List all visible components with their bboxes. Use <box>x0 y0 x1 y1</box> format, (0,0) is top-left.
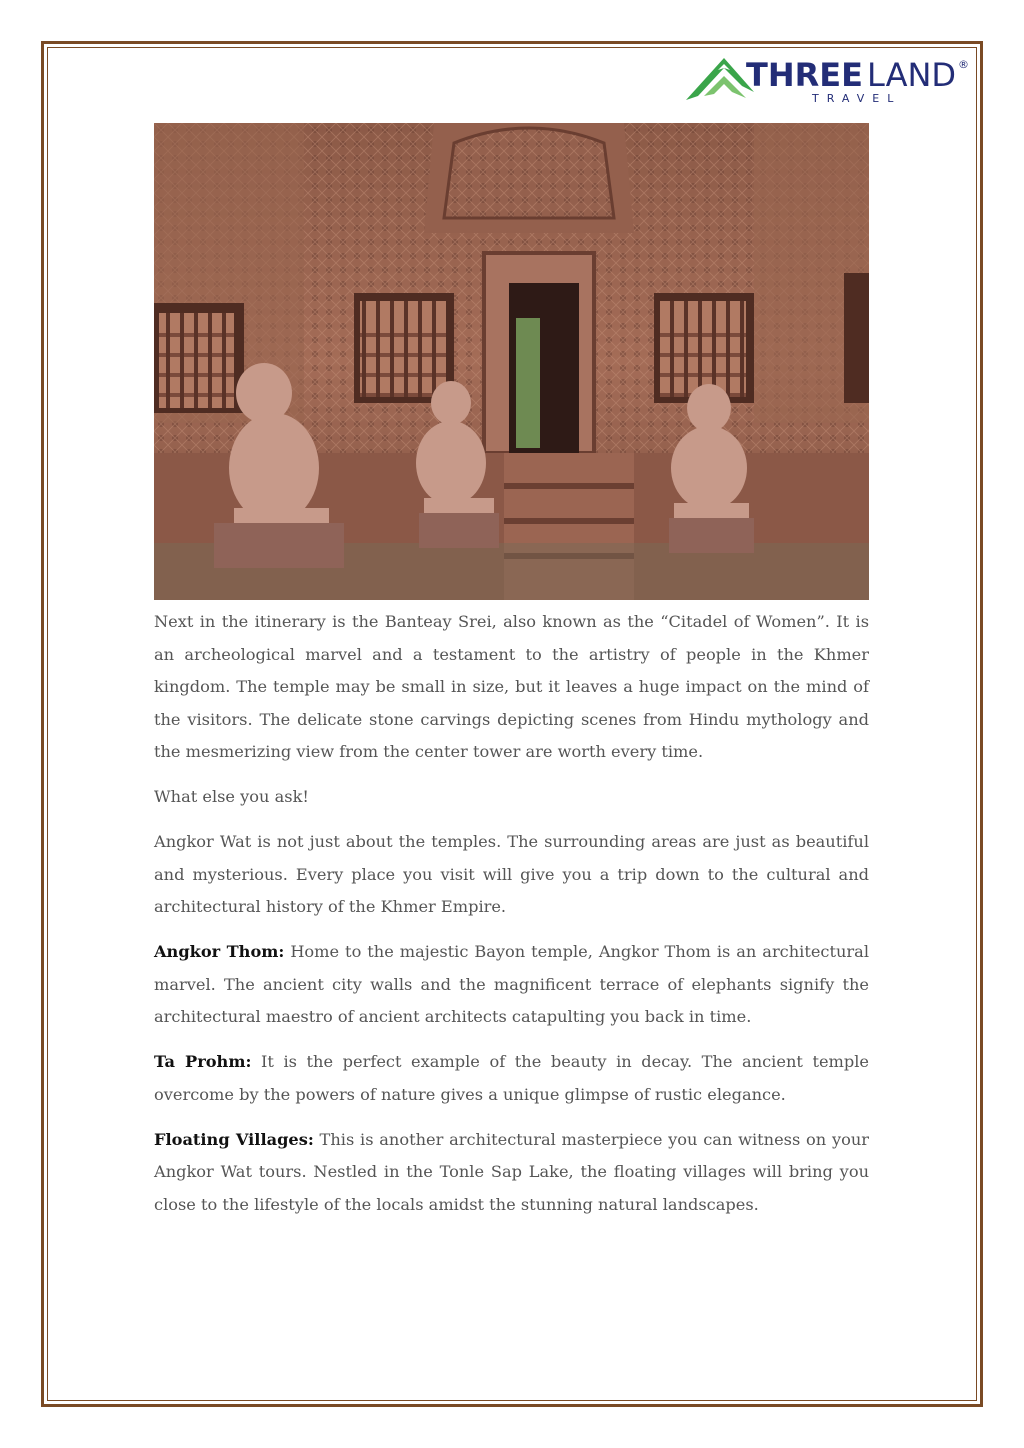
angkor-thom-paragraph <box>154 936 869 1034</box>
angkor-thom-text: Home to the majestic Bayon temple, Angkor Thom is an architectural marvel. The ancient city walls and the magnificent terrace of elephants signify the architectural maestro of ancient architects catapulting you back in time. <box>154 942 869 1026</box>
threeland-travel-logo <box>684 52 974 104</box>
angkor-thom-title: Angkor Thom: <box>154 942 285 961</box>
green-mountain-logo-icon <box>684 52 974 104</box>
floating-villages-title: Floating Villages: <box>154 1129 314 1149</box>
brand-tagline: TRAVEL <box>812 92 902 104</box>
intro-paragraph: Next in the itinerary is the Banteay Srei, also known as the “Citadel of Women”. It is an archeological marvel and a testament to the artistry of people in the Khmer kingdom. The temple may be small in size, but it leaves a huge impact on the mind of the visitors. The delicate stone carvings depicting scenes from Hindu mythology and the mesmerizing view from the center tower are worth every time. <box>154 612 869 761</box>
ta-prohm-title: Ta Prohm: <box>154 1052 252 1071</box>
floating-villages-paragraph <box>154 1124 869 1222</box>
ta-prohm-paragraph <box>154 1046 869 1111</box>
article-body <box>154 606 869 1234</box>
brand-name-secondary: LAND <box>867 56 957 94</box>
registered-mark: ® <box>958 58 969 71</box>
ta-prohm-text: It is the perfect example of the beauty in decay. The ancient temple overcome by the powers of nature gives a unique glimpse of rustic elegance. <box>154 1052 870 1104</box>
floating-villages-text: This is another architectural masterpiece you can witness on your Angkor Wat tours. Nestled in the Tonle Sap Lake, the floating villages will bring you close to the lifestyle of the locals amidst the stunning natural landscapes. <box>154 1129 869 1214</box>
brand-name-primary: THREE <box>746 56 863 94</box>
banteay-srei-photo <box>154 123 869 600</box>
surroundings-paragraph: Angkor Wat is not just about the temples. The surrounding areas are just as beautiful and mysterious. Every place you visit will give you a trip down to the cultural and architectural history of the Khmer Empire. <box>154 832 869 916</box>
question-paragraph: What else you ask! <box>154 787 309 806</box>
